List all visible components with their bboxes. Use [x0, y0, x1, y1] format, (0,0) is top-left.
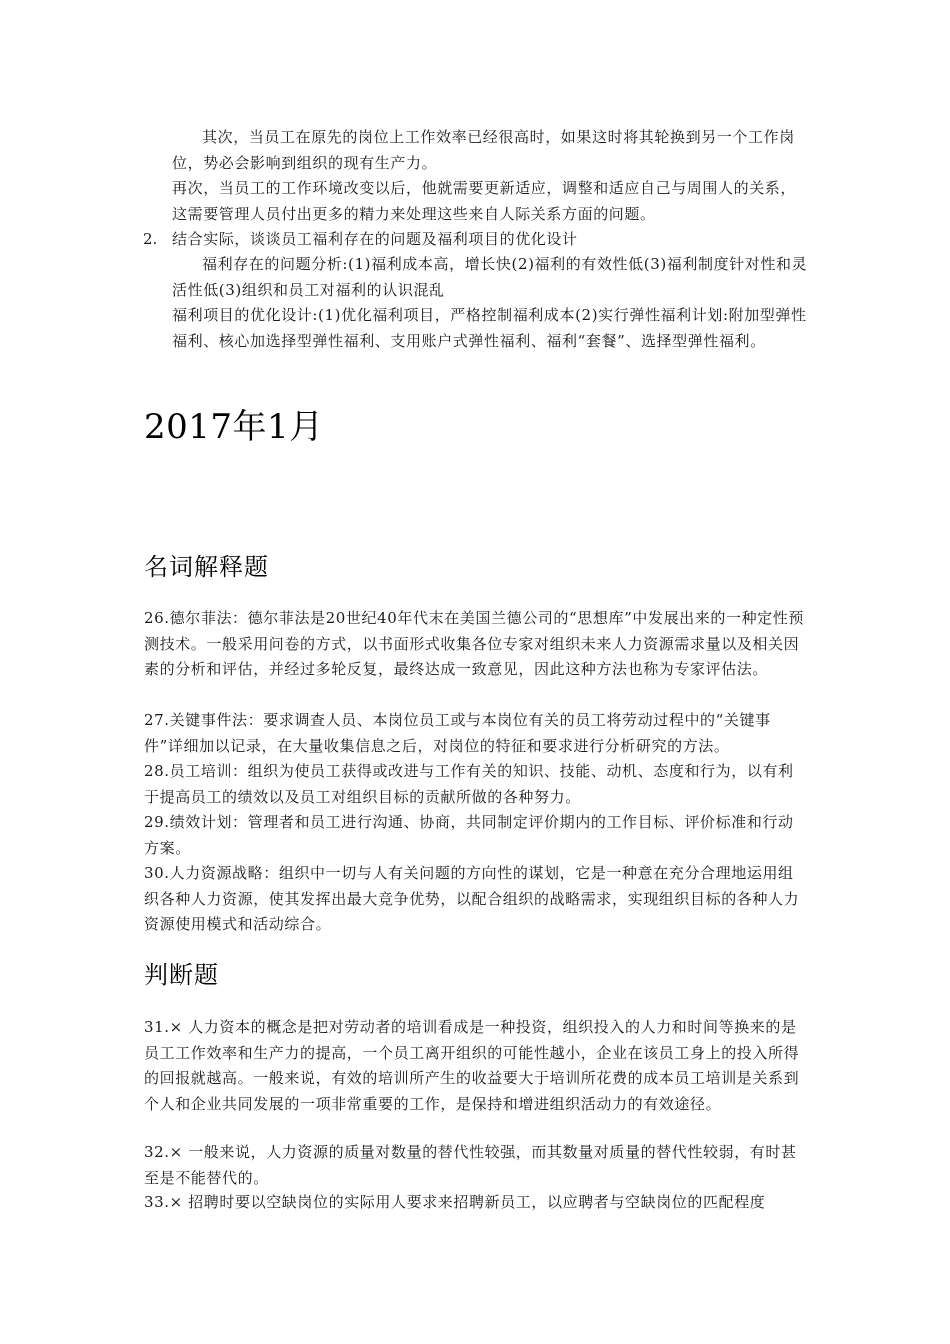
- terms-heading: 名词解释题: [144, 553, 269, 581]
- item-title: 结合实际，谈谈员工福利存在的问题及福利项目的优化设计: [172, 230, 578, 248]
- judgement-item: 33.× 招聘时要以空缺岗位的实际用人要求来招聘新员工，以应聘者与空缺岗位的匹配程度: [144, 1193, 766, 1211]
- welfare-optimization-paragraph: 福利项目的优化设计:(1)优化福利项目，严格控制福利成本(2)实行弹性福利计划:附加型弹性福利、核心加选择型弹性福利、支用账户式弹性福利、福利“套餐”、选择型弹性福利。: [172, 306, 807, 350]
- term-item: 30.人力资源战略：组织中一切与人有关问题的方向性的谋划，它是一种意在充分合理地运用组织各种人力资源，使其发挥出最大竞争优势，以配合组织的战略需求，实现组织目标的各种人力资源使用模式和活动综合。: [144, 864, 800, 933]
- term-item: 26.德尔菲法：德尔菲法是20世纪40年代末在美国兰德公司的“思想库”中发展出来的一种定性预测技术。一般采用问卷的方式，以书面形式收集各位专家对组织未来人力资源需求量以及相关因素的分析和评估，并经过多轮反复，最终达成一致意见，因此这种方法也称为专家评估法。: [144, 609, 804, 678]
- judgement-heading: 判断题: [144, 961, 219, 989]
- item-number: 2.: [143, 230, 158, 248]
- term-item: 28.员工培训：组织为使员工获得或改进与工作有关的知识、技能、动机、态度和行为，以有利于提高员工的绩效以及员工对组织目标的贡献所做的各种努力。: [144, 762, 794, 806]
- judgement-item: 32.× 一般来说，人力资源的质量对数量的替代性较强，而其数量对质量的替代性较弱，有时甚至是不能替代的。: [144, 1143, 797, 1187]
- judgement-item: 31.× 人力资本的概念是把对劳动者的培训看成是一种投资，组织投入的人力和时间等换来的是员工工作效率和生产力的提高，一个员工离开组织的可能性越小，企业在该员工身上的投入所得的回报就越高。一般来说，有效的培训所产生的收益要大于培训所花费的成本员工培训是关系到个人和企业共同发展的一项非常重要的工作，是保持和增进组织活动力的有效途径。: [144, 1018, 800, 1113]
- section-title: 2017年1月: [144, 407, 324, 447]
- term-item: 29.绩效计划：管理者和员工进行沟通、协商，共同制定评价期内的工作目标、评价标准和行动方案。: [144, 813, 794, 857]
- term-item: 27.关键事件法：要求调查人员、本岗位员工或与本岗位有关的员工将劳动过程中的“关键事件”详细加以记录，在大量收集信息之后，对岗位的特征和要求进行分析研究的方法。: [144, 711, 771, 755]
- welfare-problems-paragraph: 福利存在的问题分析:(1)福利成本高，增长快(2)福利的有效性低(3)福利制度针对性和灵活性低(3)组织和员工对福利的认识混乱: [172, 255, 808, 299]
- intro-paragraph-1: 其次，当员工在原先的岗位上工作效率已经很高时，如果这时将其轮换到另一个工作岗位，势必会影响到组织的现有生产力。: [172, 128, 795, 172]
- intro-paragraph-2: 再次，当员工的工作环境改变以后，他就需要更新适应，调整和适应自己与周围人的关系，这需要管理人员付出更多的精力来处理这些来自人际关系方面的问题。: [172, 179, 797, 223]
